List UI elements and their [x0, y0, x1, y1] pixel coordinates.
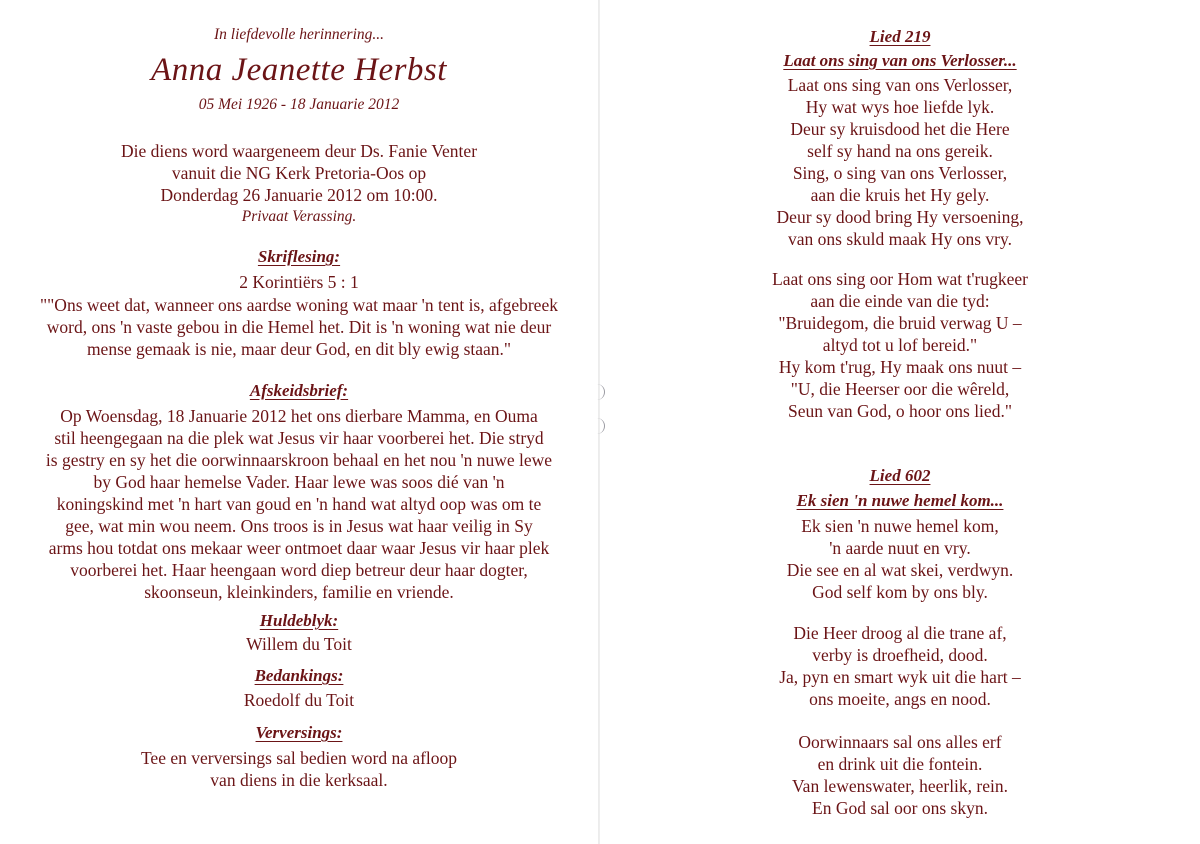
hymn1-line: "Bruidegom, die bruid verwag U –	[778, 313, 1022, 333]
hymn1-line: "U, die Heerser oor die wêreld,	[790, 379, 1010, 399]
reading-reference: 2 Korintiërs 5 : 1	[239, 272, 359, 292]
hymn1-line: Sing, o sing van ons Verlosser,	[792, 163, 1008, 183]
hymn1-number: Lied 219	[869, 27, 931, 46]
farewell-line: stil heengegaan na die plek wat Jesus vir haar voorberei het. Die stryd	[54, 428, 544, 448]
left-page	[0, 0, 598, 844]
hymn2-title: Ek sien 'n nuwe hemel kom...	[796, 491, 1004, 510]
life-dates: 05 Mei 1926 - 18 Januarie 2012	[198, 96, 400, 113]
thanks-heading: Bedankings:	[254, 666, 344, 685]
tribute-name: Willem du Toit	[246, 634, 352, 654]
hymn1-line: aan die einde van die tyd:	[810, 291, 990, 311]
hymn1-line: self sy hand na ons gereik.	[807, 141, 993, 161]
reading-line: ""Ons weet dat, wanneer ons aardse woning wat maar 'n tent is, afgebreek	[40, 295, 558, 315]
farewell-line: arms hou totdat ons mekaar weer ontmoet daar waar Jesus vir haar plek	[48, 538, 550, 558]
hymn2-number: Lied 602	[869, 466, 931, 485]
farewell-line: koningskind met 'n hart van goud en 'n hand wat altyd oop was om te	[56, 494, 542, 514]
service-line: Die diens word waargeneem deur Ds. Fanie Venter	[120, 141, 478, 161]
refresh-line: van diens in die kerksaal.	[210, 770, 388, 790]
reading-line: word, ons 'n vaste gebou in die Hemel het. Dit is 'n woning wat nie deur	[46, 317, 552, 337]
hymn2-line: ons moeite, angs en nood.	[809, 689, 991, 709]
hymn2-line: Ek sien 'n nuwe hemel kom,	[801, 516, 999, 536]
hymn1-line: Seun van God, o hoor ons lied."	[788, 401, 1012, 421]
refresh-heading: Verversings:	[255, 723, 343, 742]
refresh-line: Tee en verversings sal bedien word na afloop	[140, 748, 458, 768]
hymn2-line: Oorwinnaars sal ons alles erf	[798, 732, 1002, 752]
service-line: Donderdag 26 Januarie 2012 om 10:00.	[160, 185, 438, 205]
reading-line: mense gemaak is nie, maar deur God, en dit bly ewig staan."	[86, 339, 512, 359]
hymn2-line: verby is droefheid, dood.	[812, 645, 988, 665]
hymn1-line: Laat ons sing oor Hom wat t'rugkeer	[772, 269, 1028, 289]
farewell-line: by God haar hemelse Vader. Haar lewe was soos dié van 'n	[93, 472, 505, 492]
farewell-line: Op Woensdag, 18 Januarie 2012 het ons dierbare Mamma, en Ouma	[60, 406, 538, 426]
hymn1-line: Hy wat wys hoe liefde lyk.	[805, 97, 995, 117]
reading-heading: Skriflesing:	[257, 247, 341, 266]
cremation-note: Privaat Verassing.	[241, 208, 357, 225]
thanks-name: Roedolf du Toit	[243, 690, 355, 710]
hymn1-line: Deur sy dood bring Hy versoening,	[776, 207, 1024, 227]
hymn1-line: Laat ons sing van ons Verlosser,	[787, 75, 1013, 95]
hymn2-line: en drink uit die fontein.	[817, 754, 983, 774]
deceased-name: Anna Jeanette Herbst	[151, 52, 447, 88]
hymn2-line: God self kom by ons bly.	[812, 582, 988, 602]
hymn1-title: Laat ons sing van ons Verlosser...	[783, 51, 1017, 70]
farewell-line: gee, wat min wou neem. Ons troos is in Jesus wat haar veilig in Sy	[65, 516, 533, 536]
hymn1-line: aan die kruis het Hy gely.	[810, 185, 990, 205]
service-line: vanuit die NG Kerk Pretoria-Oos op	[171, 163, 427, 183]
hymn2-line: Van lewenswater, heerlik, rein.	[791, 776, 1008, 796]
hymn2-line: En God sal oor ons skyn.	[812, 798, 988, 818]
hymn2-line: Die Heer droog al die trane af,	[793, 623, 1007, 643]
farewell-line: skoonseun, kleinkinders, familie en vriende.	[144, 582, 454, 602]
hymn1-line: altyd tot u lof bereid."	[822, 335, 978, 355]
hymn2-line: Ja, pyn en smart wyk uit die hart –	[779, 667, 1021, 687]
farewell-line: is gestry en sy het die oorwinnaarskroon behaal en het nou 'n nuwe lewe	[45, 450, 553, 470]
hymn1-line: van ons skuld maak Hy ons vry.	[788, 229, 1012, 249]
right-page	[600, 0, 1200, 844]
hymn1-line: Deur sy kruisdood het die Here	[790, 119, 1010, 139]
intro-line: In liefdevolle herinnering...	[213, 26, 385, 43]
farewell-line: voorberei het. Haar heengaan word diep betreur deur haar dogter,	[70, 560, 528, 580]
farewell-heading: Afskeidsbrief:	[249, 381, 349, 400]
tribute-heading: Huldeblyk:	[259, 611, 339, 630]
hymn1-line: Hy kom t'rug, Hy maak ons nuut –	[778, 357, 1022, 377]
hymn2-line: Die see en al wat skei, verdwyn.	[786, 560, 1014, 580]
hymn2-line: 'n aarde nuut en vry.	[829, 538, 971, 558]
